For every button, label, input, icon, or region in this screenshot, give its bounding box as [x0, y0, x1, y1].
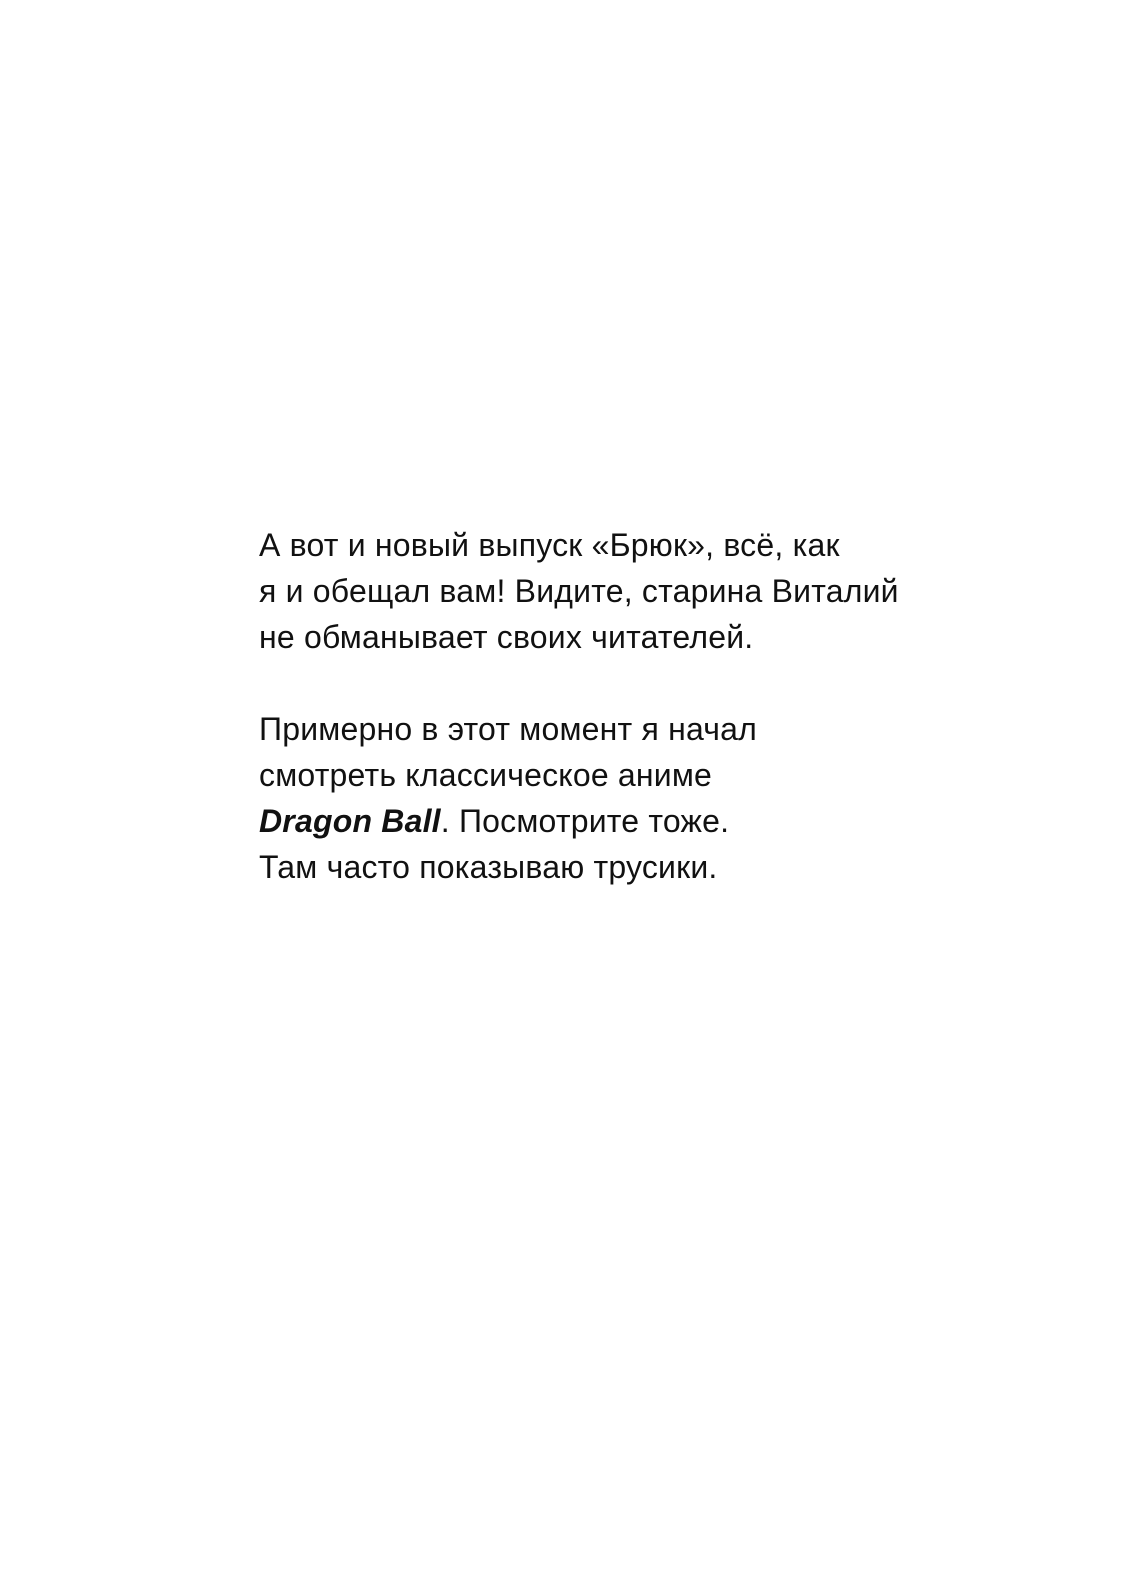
text-line: Примерно в этот момент я начал: [259, 711, 758, 747]
text-line: не обманывает своих читателей.: [259, 619, 754, 655]
anime-title: Dragon Ball: [259, 803, 441, 839]
text-fragment: . Посмотрите тоже.: [440, 803, 730, 839]
text-block: [259, 522, 1019, 890]
text-line: А вот и новый выпуск «Брюк», всё, как: [259, 527, 840, 563]
text-line: смотреть классическое аниме: [259, 757, 713, 793]
paragraph-anime: [259, 706, 1019, 890]
text-line: [259, 798, 1019, 844]
text-line: Там часто показываю трусики.: [259, 849, 718, 885]
paragraph-intro: [259, 522, 1019, 660]
text-line: я и обещал вам! Видите, старина Виталий: [259, 573, 899, 609]
